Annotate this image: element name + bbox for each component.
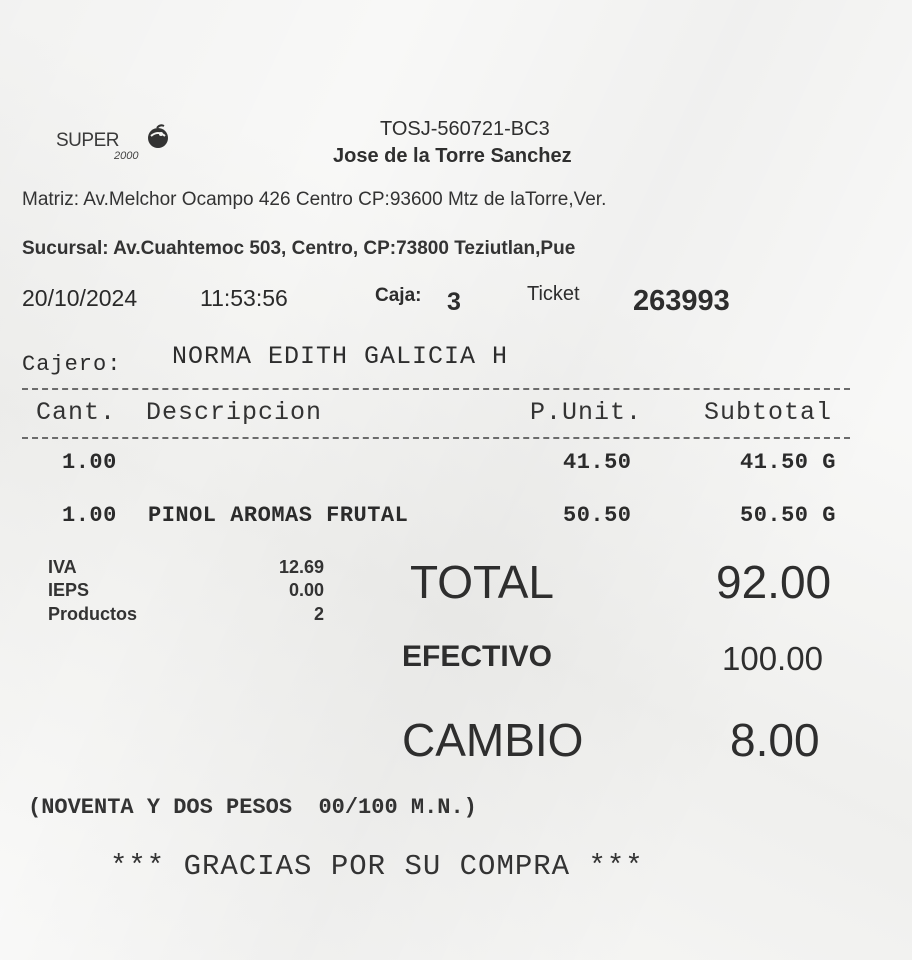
thanks-message: *** GRACIAS POR SU COMPRA ***: [110, 850, 644, 883]
ieps-value: 0.00: [288, 580, 324, 600]
rfc: TOSJ-560721-BC3: [380, 118, 550, 140]
caja-label: Caja:: [375, 285, 422, 306]
col-qty: Cant.: [36, 398, 117, 427]
productos-label: Productos: [48, 604, 138, 624]
store-logo: [52, 120, 177, 170]
productos-value: 2: [313, 604, 324, 624]
ticket-number: 263993: [633, 285, 730, 317]
ticket-label: Ticket: [527, 283, 580, 305]
sucursal-address: Sucursal: Av.Cuahtemoc 503, Centro, CP:73800 Teziutlan,Pue: [22, 238, 576, 259]
cambio-value: 8.00: [730, 714, 820, 766]
ieps-label: IEPS: [48, 580, 90, 600]
amount-in-words: (NOVENTA Y DOS PESOS 00/100 M.N.): [28, 795, 477, 820]
item-desc: PINOL AROMAS FRUTAL: [148, 503, 409, 528]
divider-header: [22, 437, 850, 439]
logo-brand: SUPER: [56, 130, 119, 151]
date: 20/10/2024: [22, 285, 138, 311]
iva-value: 12.69: [278, 557, 324, 577]
col-unit: P.Unit.: [530, 398, 643, 427]
item-subtotal: 50.50 G: [740, 503, 836, 528]
item-subtotal: 41.50 G: [740, 450, 836, 475]
iva-label: IVA: [48, 557, 77, 577]
owner-name: Jose de la Torre Sanchez: [333, 145, 572, 167]
col-subtotal: Subtotal: [704, 398, 833, 427]
efectivo-label: EFECTIVO: [402, 640, 553, 673]
col-desc: Descripcion: [146, 398, 323, 427]
item-unit: 50.50: [563, 503, 632, 528]
efectivo-value: 100.00: [722, 640, 823, 677]
caja-number: 3: [447, 288, 461, 316]
total-value: 92.00: [716, 556, 832, 608]
cashier-name: NORMA EDITH GALICIA H: [172, 342, 509, 371]
time: 11:53:56: [200, 285, 288, 311]
logo-globe-icon: [145, 124, 171, 150]
cashier-label: Cajero:: [22, 352, 122, 377]
cambio-label: CAMBIO: [402, 714, 584, 766]
matriz-address: Matriz: Av.Melchor Ocampo 426 Centro CP:93600 Mtz de laTorre,Ver.: [22, 189, 607, 210]
item-qty: 1.00: [62, 450, 117, 475]
logo-sub: 2000: [114, 150, 139, 162]
item-unit: 41.50: [563, 450, 632, 475]
divider-top: [22, 388, 850, 390]
item-qty: 1.00: [62, 503, 117, 528]
total-label: TOTAL: [410, 556, 554, 608]
